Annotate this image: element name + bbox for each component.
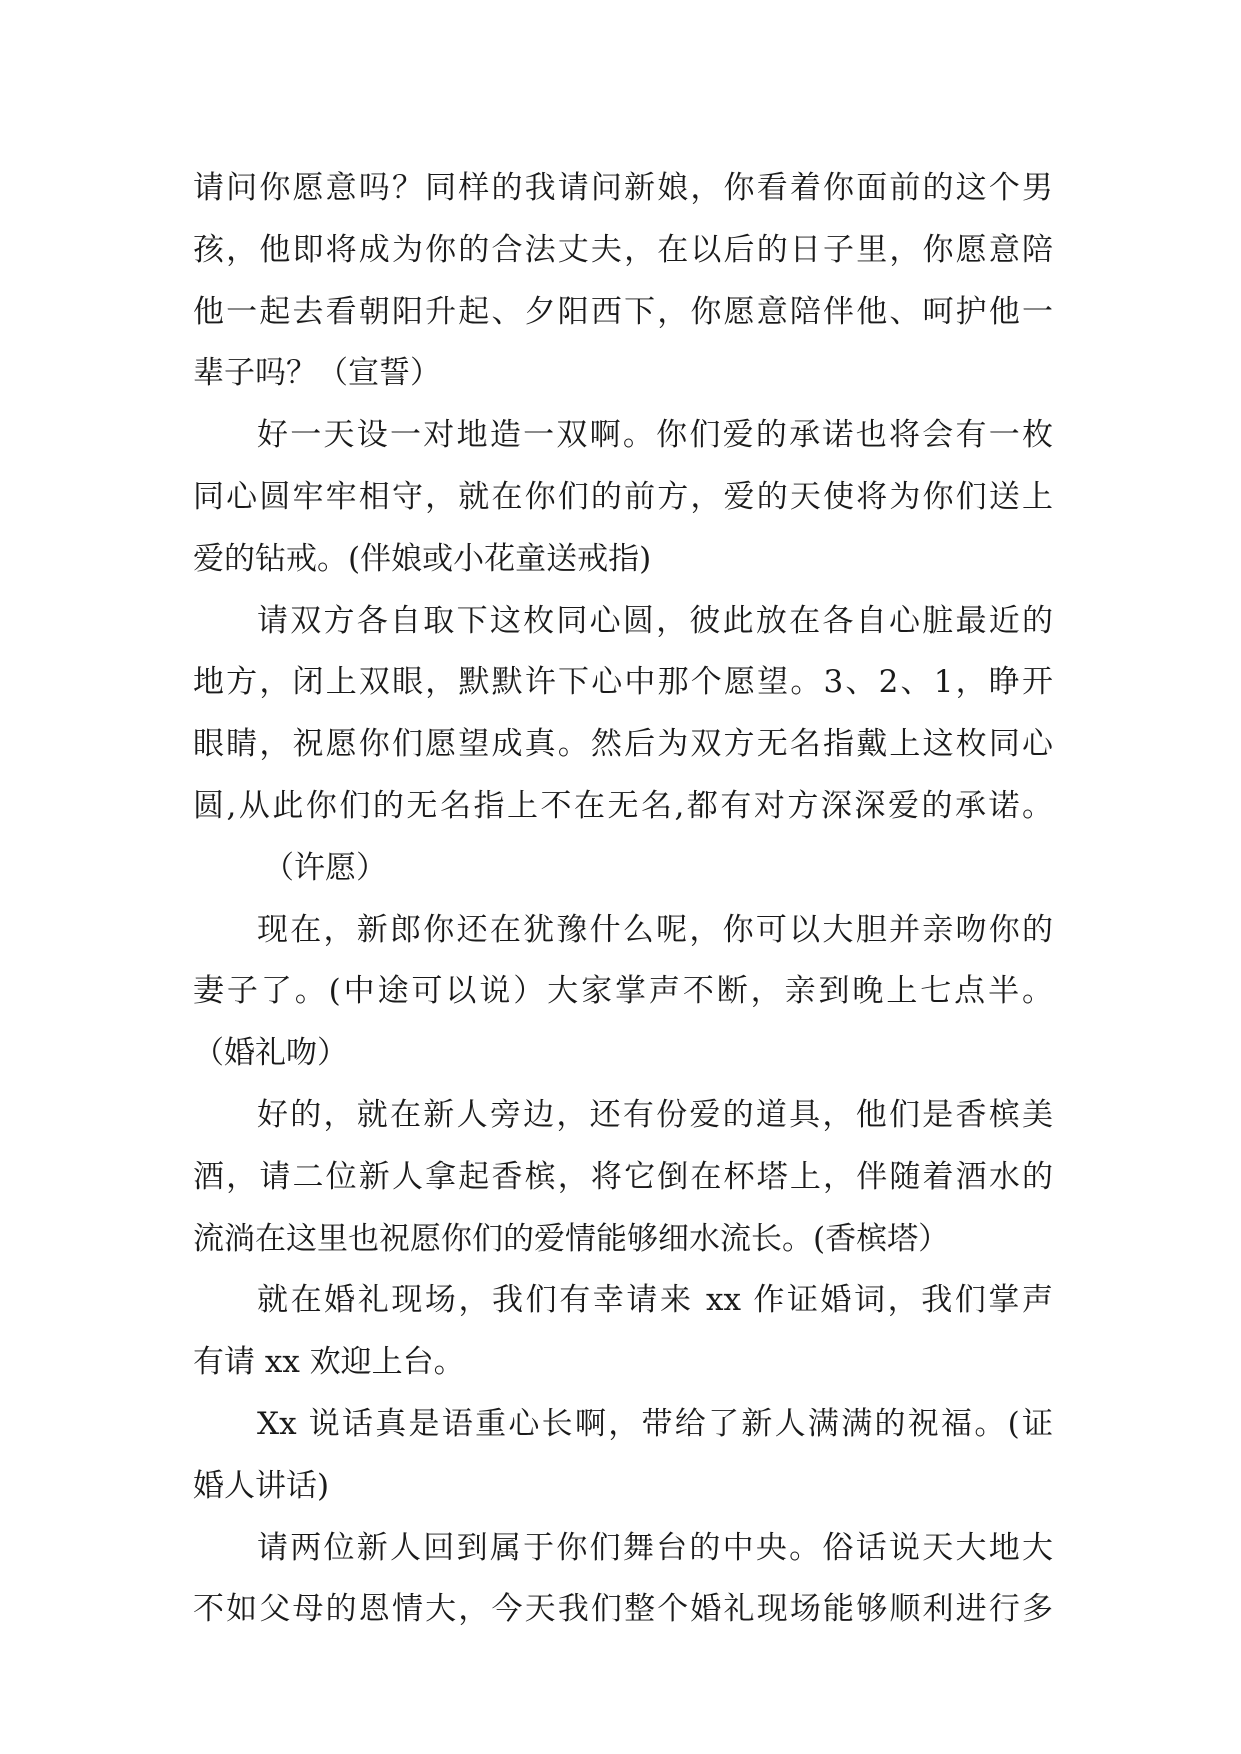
text-line: 好一天设一对地造一双啊。你们爱的承诺也将会有一枚 bbox=[257, 417, 1053, 454]
text-line: 爱的钻戒。(伴娘或小花童送戒指) bbox=[193, 540, 652, 577]
text-line: 不如父母的恩情大，今天我们整个婚礼现场能够顺利进行多 bbox=[193, 1591, 1053, 1628]
text-line: 现在，新郎你还在犹豫什么呢，你可以大胆并亲吻你的 bbox=[257, 911, 1053, 948]
text-line: 好的，就在新人旁边，还有份爱的道具，他们是香槟美 bbox=[257, 1096, 1053, 1133]
document-body bbox=[193, 158, 1053, 1641]
text-line: （婚礼吻） bbox=[193, 1035, 348, 1072]
text-line: 就在婚礼现场，我们有幸请来 xx 作证婚词，我们掌声 bbox=[257, 1282, 1053, 1319]
text-line: 请两位新人回到属于你们舞台的中央。俗话说天大地大 bbox=[257, 1529, 1053, 1566]
text-line: 请双方各自取下这枚同心圆，彼此放在各自心脏最近的 bbox=[257, 602, 1053, 639]
text-line: 眼睛，祝愿你们愿望成真。然后为双方无名指戴上这枚同心 bbox=[193, 726, 1053, 763]
text-line: （许愿） bbox=[263, 849, 387, 886]
text-line: 同心圆牢牢相守，就在你们的前方，爱的天使将为你们送上 bbox=[193, 478, 1053, 515]
text-line: 流淌在这里也祝愿你们的爱情能够细水流长。(香槟塔） bbox=[193, 1220, 950, 1257]
text-line: 婚人讲话) bbox=[193, 1467, 330, 1504]
text-line: 请问你愿意吗？同样的我请问新娘，你看着你面前的这个男 bbox=[193, 170, 1053, 206]
text-line: 酒，请二位新人拿起香槟，将它倒在杯塔上，伴随着酒水的 bbox=[193, 1158, 1053, 1195]
text-line: 地方，闭上双眼，默默许下心中那个愿望。3、2、1，睁开 bbox=[193, 664, 1053, 701]
text-line: 辈子吗？（宣誓） bbox=[193, 355, 441, 392]
text-line: 妻子了。(中途可以说）大家掌声不断，亲到晚上七点半。 bbox=[193, 973, 1053, 1010]
text-line: 有请 xx 欢迎上台。 bbox=[193, 1344, 465, 1381]
text-line: Xx 说话真是语重心长啊，带给了新人满满的祝福。(证 bbox=[257, 1405, 1053, 1442]
text-line: 他一起去看朝阳升起、夕阳西下，你愿意陪伴他、呵护他一 bbox=[193, 293, 1053, 330]
text-line: 圆,从此你们的无名指上不在无名,都有对方深深爱的承诺。 bbox=[193, 787, 1053, 824]
text-line: 孩，他即将成为你的合法丈夫，在以后的日子里，你愿意陪 bbox=[193, 231, 1053, 268]
